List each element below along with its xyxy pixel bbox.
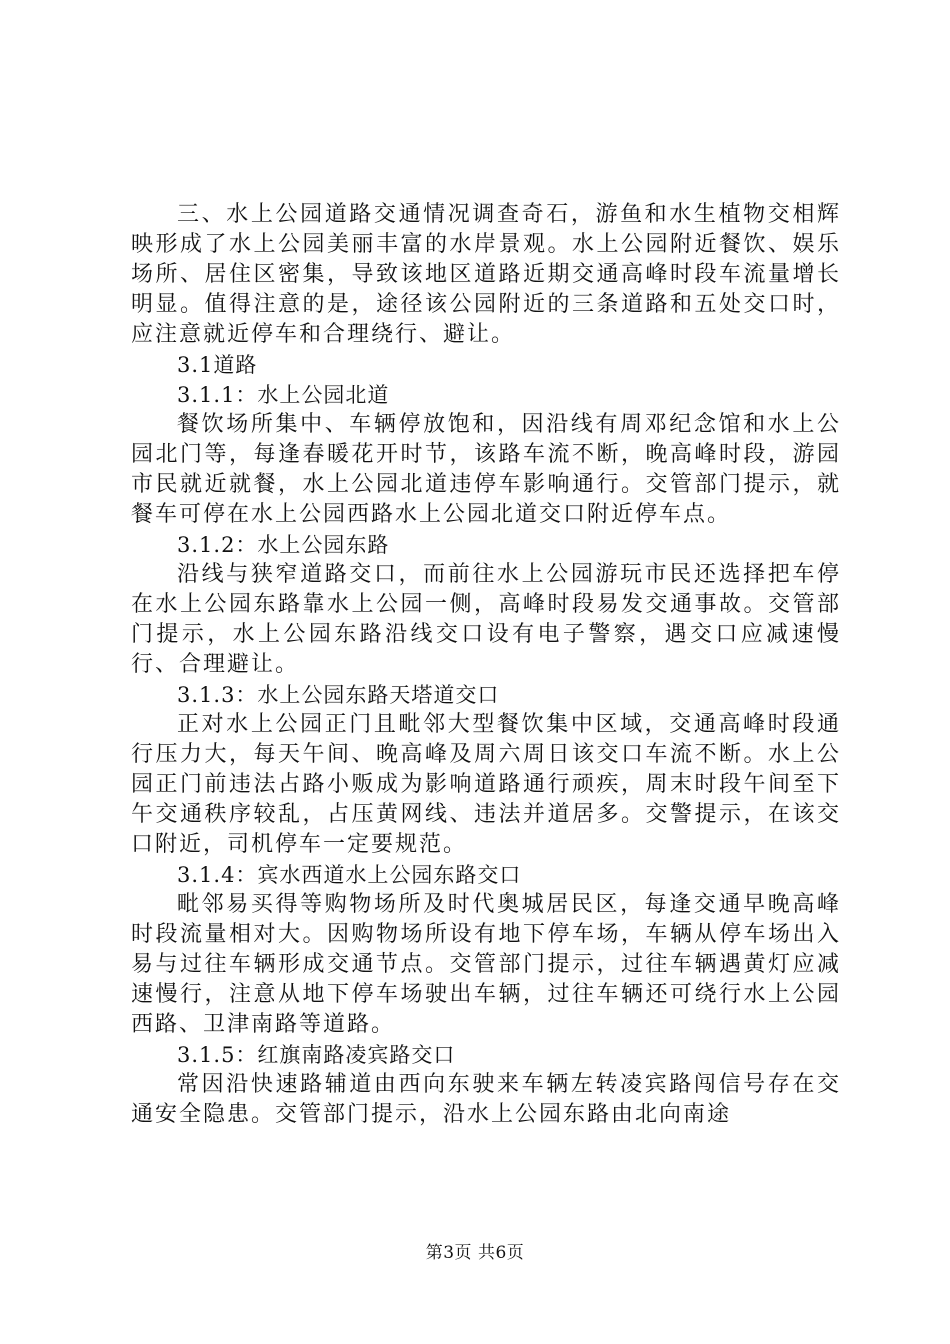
paragraph-3-1-5: 常因沿快速路辅道由西向东驶来车辆左转凌宾路闯信号存在交通安全隐患。交管部门提示，沿水上公园东路由北向南途 xyxy=(131,1072,841,1127)
subsection-heading-3-1-4: 3.1.4：宾水西道水上公园东路交口 xyxy=(177,863,522,887)
paragraph-3-1-4: 毗邻易买得等购物场所及时代奥城居民区，每逢交通早晚高峰时段流量相对大。因购物场所设有地下停车场，车辆从停车场出入易与过往车辆形成交通节点。交管部门提示，过往车辆遇黄灯应减速慢行，注意从地下停车场驶出车辆，过往车辆还可绕行水上公园西路、卫津南路等道路。 xyxy=(131,892,841,1037)
paragraph-3-1-2: 沿线与狭窄道路交口，而前往水上公园游玩市民还选择把车停在水上公园东路靠水上公园一侧，高峰时段易发交通事故。交管部门提示，水上公园东路沿线交口设有电子警察，遇交口应减速慢行、合理避让。 xyxy=(131,562,841,677)
paragraph-3-1-3: 正对水上公园正门且毗邻大型餐饮集中区域，交通高峰时段通行压力大，每天午间、晚高峰及周六周日该交口车流不断。水上公园正门前违法占路小贩成为影响道路通行顽疾，周末时段午间至下午交通秩序较乱，占压黄网线、违法并道居多。交警提示，在该交口附近，司机停车一定要规范。 xyxy=(131,712,841,857)
page-number-footer: 第3页 共6页 xyxy=(425,1243,525,1263)
paragraph-3-1-1: 餐饮场所集中、车辆停放饱和，因沿线有周邓纪念馆和水上公园北门等，每逢春暖花开时节，该路车流不断，晚高峰时段，游园市民就近就餐，水上公园北道违停车影响通行。交管部门提示，就餐车可停在水上公园西路水上公园北道交口附近停车点。 xyxy=(131,412,841,527)
subsection-heading-3-1-1: 3.1.1：水上公园北道 xyxy=(177,383,390,407)
subsection-heading-3-1-2: 3.1.2：水上公园东路 xyxy=(177,533,390,557)
subsection-heading-3-1-3: 3.1.3：水上公园东路天塔道交口 xyxy=(177,683,500,707)
subsection-heading-3-1-5: 3.1.5：红旗南路凌宾路交口 xyxy=(177,1043,456,1067)
intro-paragraph: 三、水上公园道路交通情况调查奇石，游鱼和水生植物交相辉映形成了水上公园美丽丰富的水岸景观。水上公园附近餐饮、娱乐场所、居住区密集，导致该地区道路近期交通高峰时段车流量增长明显。值得注意的是，途径该公园附近的三条道路和五处交口时，应注意就近停车和合理绕行、避让。 xyxy=(131,202,841,347)
section-heading-roads: 3.1道路 xyxy=(177,353,258,377)
document-body xyxy=(131,200,841,1130)
